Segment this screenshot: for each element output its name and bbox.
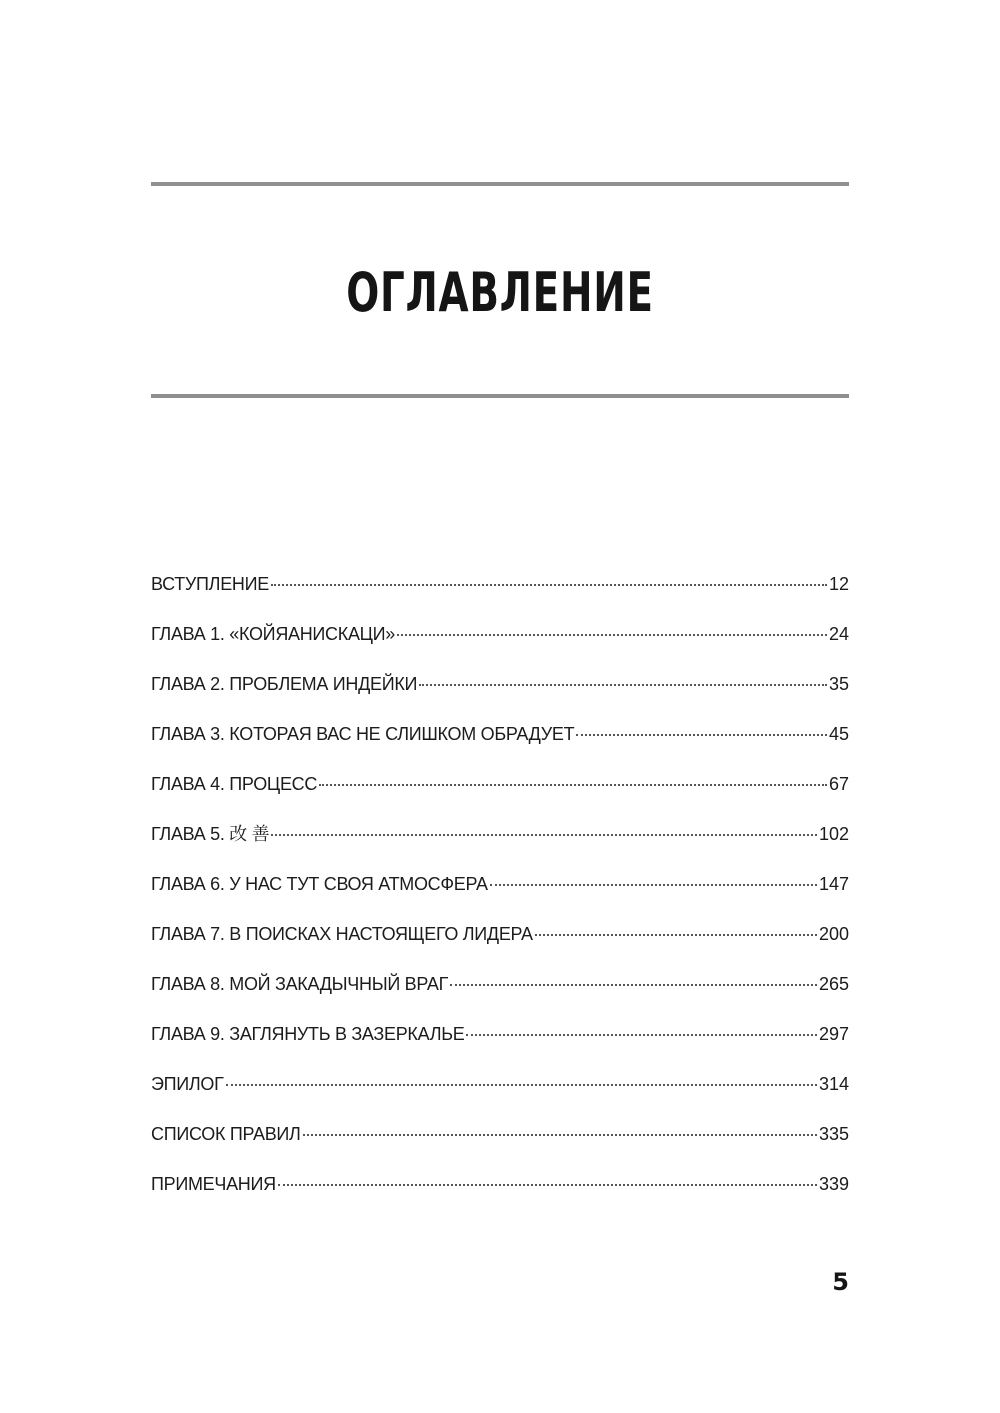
toc-leader-dots (226, 1084, 817, 1086)
toc-entry-page: 12 (828, 574, 849, 594)
toc-entry[interactable] (151, 966, 849, 1016)
bottom-divider (151, 394, 849, 398)
toc-entry-page: 147 (818, 874, 849, 894)
toc-entry-page: 335 (818, 1124, 849, 1144)
toc-leader-dots (397, 634, 827, 636)
toc-leader-dots (535, 934, 817, 936)
toc-leader-dots (319, 784, 827, 786)
toc-entry-label: ГЛАВА 5. 改 善 (151, 824, 270, 844)
top-divider (151, 182, 849, 186)
toc-leader-dots (466, 1034, 817, 1036)
toc-entry-label: ГЛАВА 8. МОЙ ЗАКАДЫЧНЫЙ ВРАГ (151, 974, 449, 994)
toc-entry-label: ГЛАВА 4. ПРОЦЕСС (151, 774, 318, 794)
toc-leader-dots (271, 584, 827, 586)
toc-entry-page: 45 (828, 724, 849, 744)
toc-entry-page: 265 (818, 974, 849, 994)
toc-entry[interactable] (151, 1116, 849, 1166)
toc-leader-dots (576, 734, 827, 736)
toc-entry[interactable] (151, 616, 849, 666)
toc-entry-page: 67 (828, 774, 849, 794)
toc-entry-label: ПРИМЕЧАНИЯ (151, 1174, 276, 1194)
page-number: 5 (832, 1268, 849, 1296)
toc-entry-label: ГЛАВА 9. ЗАГЛЯНУТЬ В ЗАЗЕРКАЛЬЕ (151, 1024, 465, 1044)
toc-entry[interactable] (151, 1166, 849, 1216)
toc-entry-label: ГЛАВА 1. «КОЙЯАНИСКАЦИ» (151, 624, 396, 644)
toc-entry-page: 314 (818, 1074, 849, 1094)
toc-leader-dots (450, 984, 817, 986)
toc-entry[interactable] (151, 816, 849, 866)
toc-entry[interactable] (151, 1016, 849, 1066)
toc-entry-page: 200 (818, 924, 849, 944)
toc-entry[interactable] (151, 866, 849, 916)
toc-entry[interactable] (151, 566, 849, 616)
toc-entry[interactable] (151, 766, 849, 816)
toc-leader-dots (419, 684, 827, 686)
toc-entry-label: ГЛАВА 2. ПРОБЛЕМА ИНДЕЙКИ (151, 674, 418, 694)
toc-leader-dots (278, 1184, 817, 1186)
toc-leader-dots (490, 884, 817, 886)
toc-entry-label: СПИСОК ПРАВИЛ (151, 1124, 301, 1144)
toc-entry-label: ГЛАВА 6. У НАС ТУТ СВОЯ АТМОСФЕРА (151, 874, 488, 894)
toc-entry[interactable] (151, 916, 849, 966)
toc-entry-page: 24 (828, 624, 849, 644)
toc-entry-page: 35 (828, 674, 849, 694)
toc-leader-dots (271, 834, 817, 836)
toc-entry-label: ГЛАВА 3. КОТОРАЯ ВАС НЕ СЛИШКОМ ОБРАДУЕТ (151, 724, 575, 744)
toc-entry-page: 102 (818, 824, 849, 844)
toc-entry-page: 297 (818, 1024, 849, 1044)
page-title: ОГЛАВЛЕНИЕ (346, 261, 654, 324)
toc-entry-label: ВСТУПЛЕНИЕ (151, 574, 269, 594)
toc-entry-label: ГЛАВА 7. В ПОИСКАХ НАСТОЯЩЕГО ЛИДЕРА (151, 924, 533, 944)
toc-entry[interactable] (151, 1066, 849, 1116)
table-of-contents (151, 566, 849, 1216)
toc-entry[interactable] (151, 666, 849, 716)
toc-entry-page: 339 (818, 1174, 849, 1194)
toc-entry-label: ЭПИЛОГ (151, 1074, 224, 1094)
toc-entry[interactable] (151, 716, 849, 766)
toc-leader-dots (303, 1134, 817, 1136)
